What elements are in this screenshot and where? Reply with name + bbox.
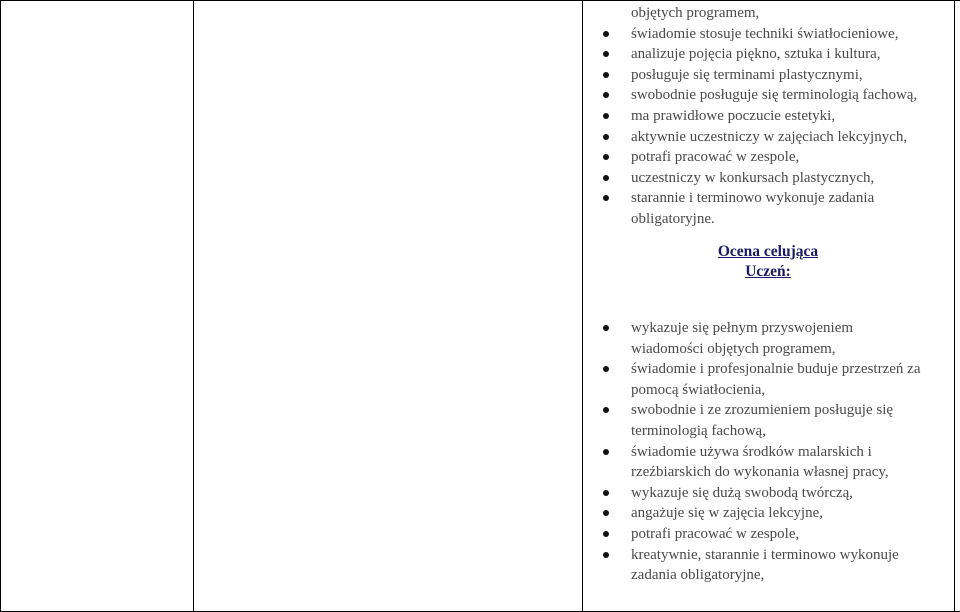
criteria-list-item: świadomie używa środków malarskich i bbox=[582, 442, 954, 463]
table-right-border bbox=[954, 0, 955, 612]
criteria-list-item: terminologią fachową, bbox=[631, 422, 766, 439]
criteria-list-item: kreatywnie, starannie i terminowo wykonuje bbox=[582, 545, 954, 566]
criteria-list-item: starannie i terminowo wykonuje zadania bbox=[582, 188, 954, 209]
criteria-list-item: obligatoryjne. bbox=[631, 210, 715, 227]
criteria-list-item: potrafi pracować w zespole, bbox=[582, 147, 954, 168]
table-cell-empty-1 bbox=[1, 1, 193, 611]
criteria-list-item: zadania obligatoryjne, bbox=[631, 567, 765, 584]
criteria-list-item: objętych programem, bbox=[631, 5, 760, 21]
criteria-list-item: pomocą światłocienia, bbox=[631, 381, 766, 398]
criteria-list-item: analizuje pojęcia piękno, sztuka i kultura, bbox=[582, 44, 954, 65]
criteria-list-item: swobodnie i ze zrozumieniem posługuje się bbox=[582, 400, 954, 421]
criteria-list-item: wykazuje się dużą swobodą twórczą, bbox=[582, 483, 954, 504]
grade-heading: Ocena celująca bbox=[717, 243, 819, 260]
criteria-list-item: wiadomości objętych programem, bbox=[631, 340, 836, 357]
criteria-list-item: aktywnie uczestniczy w zajęciach lekcyjnych, bbox=[582, 127, 954, 148]
criteria-list-item: angażuje się w zajęcia lekcyjne, bbox=[582, 503, 954, 524]
criteria-list-celujaca bbox=[582, 318, 954, 586]
table-cell-criteria bbox=[582, 0, 954, 612]
criteria-list-item: posługuje się terminami plastycznymi, bbox=[582, 65, 954, 86]
criteria-list-item: rzeźbiarskich do wykonania własnej pracy, bbox=[631, 464, 889, 481]
criteria-list-item: potrafi pracować w zespole, bbox=[582, 524, 954, 545]
criteria-list-item: uczestniczy w konkursach plastycznych, bbox=[582, 168, 954, 189]
criteria-list-item: świadomie stosuje techniki światłocieniowe, bbox=[582, 24, 954, 45]
criteria-list-previous-grade bbox=[582, 3, 954, 230]
criteria-list-item: świadomie i profesjonalnie buduje przestrzeń za bbox=[582, 359, 954, 380]
criteria-list-item: ma prawidłowe poczucie estetyki, bbox=[582, 106, 954, 127]
student-subheading: Uczeń: bbox=[745, 263, 791, 280]
criteria-list-item: swobodnie posługuje się terminologią fachową, bbox=[582, 85, 954, 106]
table-cell-empty-2 bbox=[194, 1, 582, 611]
criteria-list-item: wykazuje się pełnym przyswojeniem bbox=[582, 318, 954, 339]
